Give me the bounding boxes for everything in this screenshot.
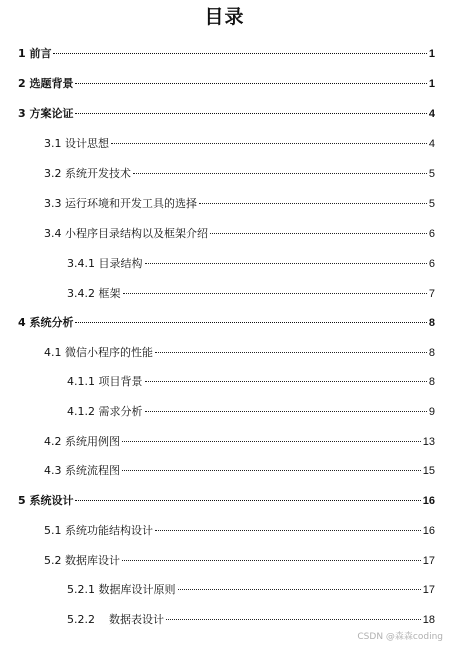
toc-entry-label: 3.3 运行环境和开发工具的选择 xyxy=(44,197,197,210)
toc-entry-label: 1 前言 xyxy=(18,47,52,60)
toc-entry-4[interactable] xyxy=(18,315,435,331)
toc-entry-label: 3.4.1 目录结构 xyxy=(67,257,143,270)
toc-page-number: 18 xyxy=(422,614,435,626)
dot-leader xyxy=(133,173,427,174)
toc-entry-label: 5.2 数据库设计 xyxy=(44,554,120,567)
toc-entry-5[interactable] xyxy=(18,493,435,509)
toc-page-number: 5 xyxy=(428,198,435,210)
dot-leader xyxy=(123,293,427,294)
toc-entry-label: 5 系统设计 xyxy=(18,494,74,507)
toc-entry-label: 4.2 系统用例图 xyxy=(44,435,120,448)
toc-page-number: 17 xyxy=(422,584,435,596)
dot-leader xyxy=(145,411,427,412)
dot-leader xyxy=(155,530,421,531)
toc-page-number: 16 xyxy=(422,495,435,507)
toc-page-number: 6 xyxy=(428,228,435,240)
toc-entry-4-1-1[interactable] xyxy=(67,374,435,390)
toc-entry-label: 4.1.1 项目背景 xyxy=(67,375,143,388)
toc-entry-label: 4 系统分析 xyxy=(18,316,74,329)
toc-entry-3-4[interactable] xyxy=(44,226,435,242)
toc-entry-3[interactable] xyxy=(18,106,435,122)
dot-leader xyxy=(145,381,427,382)
toc-entry-3-1[interactable] xyxy=(44,136,435,152)
toc-entry-label: 5.2.1 数据库设计原则 xyxy=(67,583,176,596)
dot-leader xyxy=(53,53,426,54)
dot-leader xyxy=(210,233,427,234)
toc-entry-label: 2 选题背景 xyxy=(18,77,74,90)
toc-entry-4-1-2[interactable] xyxy=(67,404,435,420)
toc-entry-2[interactable] xyxy=(18,76,435,92)
toc-page-number: 8 xyxy=(428,317,435,329)
toc-entry-4-3[interactable] xyxy=(44,463,435,479)
toc-entry-label: 3.1 设计思想 xyxy=(44,137,109,150)
toc-page-number: 7 xyxy=(428,288,435,300)
toc-page-number: 17 xyxy=(422,555,435,567)
dot-leader xyxy=(122,441,421,442)
toc-page-number: 6 xyxy=(428,258,435,270)
toc-page-number: 4 xyxy=(428,108,435,120)
toc-page-number: 8 xyxy=(428,376,435,388)
toc-entry-label: 4.3 系统流程图 xyxy=(44,464,120,477)
toc-entry-3-2[interactable] xyxy=(44,166,435,182)
toc-entry-label: 4.1.2 需求分析 xyxy=(67,405,143,418)
dot-leader xyxy=(75,322,426,323)
toc-page-number: 4 xyxy=(428,138,435,150)
toc-entry-3-4-2[interactable] xyxy=(67,286,435,302)
toc-entry-4-1[interactable] xyxy=(44,345,435,361)
toc-entry-3-4-1[interactable] xyxy=(67,256,435,272)
toc-page-number: 16 xyxy=(422,525,435,537)
toc-entry-5-2-1[interactable] xyxy=(67,582,435,598)
dot-leader xyxy=(178,589,421,590)
dot-leader xyxy=(166,619,421,620)
toc-entry-4-2[interactable] xyxy=(44,434,435,450)
toc-entry-label: 3.2 系统开发技术 xyxy=(44,167,131,180)
dot-leader xyxy=(145,263,427,264)
toc-page-number: 13 xyxy=(422,436,435,448)
toc-entry-1[interactable] xyxy=(18,46,435,62)
toc-page-number: 1 xyxy=(428,48,435,60)
toc-page-number: 15 xyxy=(422,465,435,477)
dot-leader xyxy=(199,203,427,204)
toc-entry-label: 3.4 小程序目录结构以及框架介绍 xyxy=(44,227,208,240)
toc-page-number: 8 xyxy=(428,347,435,359)
dot-leader xyxy=(75,500,420,501)
toc-page-number: 1 xyxy=(428,78,435,90)
dot-leader xyxy=(75,83,426,84)
dot-leader xyxy=(122,560,421,561)
toc-page-number: 5 xyxy=(428,168,435,180)
toc-entry-5-1[interactable] xyxy=(44,523,435,539)
toc-entry-5-2[interactable] xyxy=(44,553,435,569)
watermark: CSDN @森森coding xyxy=(357,632,443,642)
page-title: 目录 xyxy=(204,6,245,28)
toc-entry-label: 3 方案论证 xyxy=(18,107,74,120)
dot-leader xyxy=(155,352,427,353)
toc-entry-5-2-2[interactable] xyxy=(67,612,435,628)
toc-entry-label: 4.1 微信小程序的性能 xyxy=(44,346,153,359)
dot-leader xyxy=(111,143,427,144)
toc-page-number: 9 xyxy=(428,406,435,418)
toc-entry-label: 5.2.2 数据表设计 xyxy=(67,613,164,626)
dot-leader xyxy=(122,470,421,471)
toc-entry-label: 3.4.2 框架 xyxy=(67,287,121,300)
dot-leader xyxy=(75,113,426,114)
toc-entry-3-3[interactable] xyxy=(44,196,435,212)
toc-entry-label: 5.1 系统功能结构设计 xyxy=(44,524,153,537)
